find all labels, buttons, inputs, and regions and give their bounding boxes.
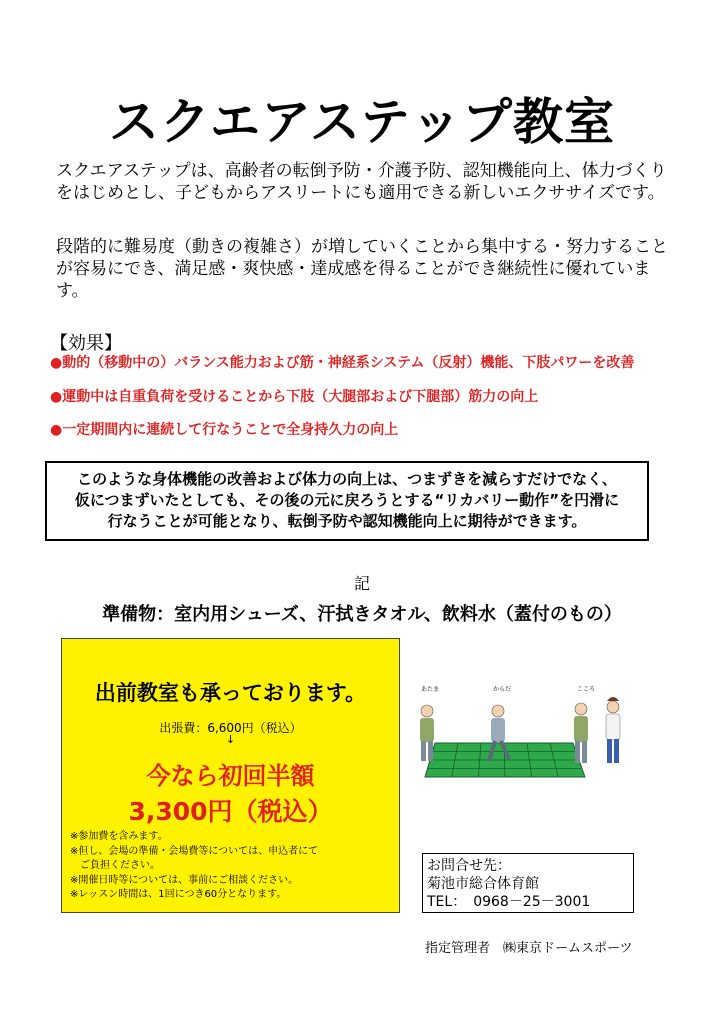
contact-tel: TEL： 0968－25－3001 bbox=[427, 894, 591, 910]
illustration-label: あたま bbox=[421, 686, 440, 693]
summary-box bbox=[45, 461, 649, 541]
effect-item: ●運動中は自重負荷を受けることから下肢（大腿部および下腿部）筋力の向上 bbox=[50, 389, 539, 405]
contact-box bbox=[422, 853, 634, 913]
offer-fee: 出張費：6,600円（税込） bbox=[159, 721, 302, 735]
effect-item: ●一定期間内に連続して行なうことで全身持久力の向上 bbox=[50, 422, 399, 438]
offer-notes bbox=[70, 830, 318, 903]
offer-title: 出前教室も承っております。 bbox=[94, 681, 367, 705]
illustration-label: こころ bbox=[577, 686, 596, 693]
person-icon bbox=[574, 703, 588, 763]
offer-half-price: 今なら初回半額 bbox=[146, 762, 315, 790]
down-arrow-icon: ↓ bbox=[225, 733, 236, 746]
offer-note: ※但し、会場の準備・会場費等については、申込者にて bbox=[70, 845, 319, 857]
offer-note: ご負担ください。 bbox=[70, 860, 160, 871]
illustration-label: からだ bbox=[493, 686, 512, 693]
summary-line: 仮につまずいたとしても、その後の元に戻ろうとする“リカバリー動作”を円滑に bbox=[74, 491, 620, 509]
square-step-illustration bbox=[413, 681, 638, 781]
offer-note: ※レッスン時間は、1回につき60分となります。 bbox=[70, 889, 287, 900]
page-title: スクエアステップ教室 bbox=[109, 93, 615, 151]
effects-heading: 【効果】 bbox=[50, 333, 122, 354]
effect-item: ●動的（移動中の）バランス能力および筋・神経系システム（反射）機能、下肢パワーを改善 bbox=[50, 355, 635, 371]
offer-price: 3,300円（税込） bbox=[128, 797, 333, 826]
ki-heading: 記 bbox=[353, 574, 370, 593]
offer-note: ※開催日時等については、事前にご相談ください。 bbox=[70, 874, 299, 886]
intro-paragraph-1: スクエアステップは、高齢者の転倒予防・介護予防、認知機能向上、体力づくりをはじめとし、子どもからアスリートにも適用できる新しいエクササイズです。 bbox=[56, 161, 667, 203]
person-icon bbox=[420, 705, 434, 761]
intro-paragraph-2: 段階的に難易度（動きの複雑さ）が増していくことから集中する・努力することが容易にでき、満足感・爽快感・達成感を得ることができ継続性に優れています。 bbox=[56, 237, 668, 301]
designated-manager: 指定管理者 ㈱東京ドームスポーツ bbox=[425, 941, 633, 956]
offer-box bbox=[61, 638, 400, 913]
summary-line: このような身体機能の改善および体力の向上は、つまずきを減らすだけでなく、 bbox=[77, 470, 617, 488]
summary-line: 行なうことが可能となり、転倒予防や認知機能向上に期待ができます。 bbox=[107, 512, 587, 530]
contact-place: 菊池市総合体育館 bbox=[427, 876, 539, 892]
preparation-items: 準備物：室内用シューズ、汗拭きタオル、飲料水（蓋付のもの） bbox=[102, 604, 622, 625]
offer-note: ※参加費を含みます。 bbox=[70, 831, 168, 842]
contact-label: お問合せ先： bbox=[427, 858, 511, 874]
person-icon bbox=[606, 697, 620, 763]
